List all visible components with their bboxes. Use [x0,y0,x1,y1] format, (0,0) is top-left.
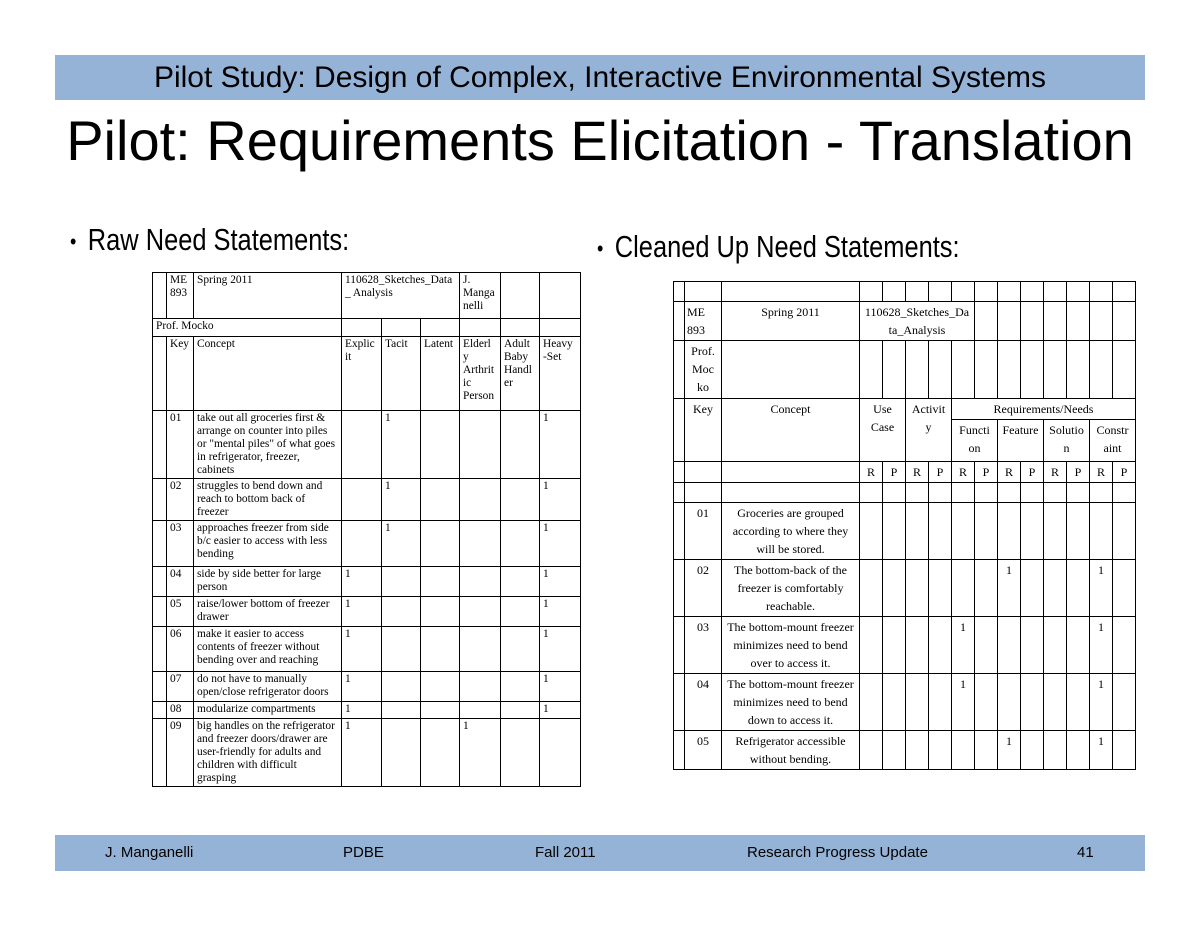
rp-header-row: R P R P R P R P R P R P [674,462,1136,483]
footer-author: J. Manganelli [105,844,194,861]
slide-title: Pilot: Requirements Elicitation - Translation [66,109,1134,172]
table-row: 01 Groceries are grouped according to where they will be stored. [674,503,1136,560]
table-row: 03 The bottom-mount freezer minimizes need to bend over to access it. 1 1 [674,617,1136,674]
course-cell: ME 893 [167,273,194,319]
header-key: Key [685,399,722,462]
prof-cell: Prof. Mocko [153,319,342,337]
table-row: 01 take out all groceries first & arrange on counter into piles or "mental piles" of what goes in refrigerator, freezer, cabinets 1 1 [153,411,581,479]
table-row: 02 The bottom-back of the freezer is comfortably reachable. 1 1 [674,560,1136,617]
header-heavy-set: Heavy -Set [540,337,581,411]
semester-cell: Spring 2011 [194,273,342,319]
table-row: 05 Refrigerator accessible without bending. 1 1 [674,731,1136,770]
table-row: 03 approaches freezer from side b/c easier to access with less bending 1 1 [153,521,581,567]
header-key: Key [167,337,194,411]
table-row: 05 raise/lower bottom of freezer drawer 1 1 [153,597,581,627]
header-constraint: Constr aint [1090,420,1136,462]
footer-page-number: 41 [1077,844,1094,861]
author-cell: J. Manga nelli [460,273,501,319]
table-row: 02 struggles to bend down and reach to bottom back of freezer 1 1 [153,479,581,521]
cleaned-needs-heading: • Cleaned Up Need Statements: [597,229,960,264]
cleaned-needs-table [673,281,1136,770]
table-row: 08 modularize compartments 1 1 [153,702,581,719]
slide-footer [55,835,1145,871]
header-elderly: Elderl y Arthrit ic Person [460,337,501,411]
header-tacit: Tacit [382,337,421,411]
header-requirements-needs: Requirements/Needs [952,399,1136,420]
footer-topic: Research Progress Update [747,844,928,861]
table-row: 09 big handles on the refrigerator and freezer doors/drawer are user-friendly for adults and children with difficult grasping 1 1 [153,719,581,787]
header-explicit: Explic it [342,337,382,411]
semester-cell: Spring 2011 [722,302,860,341]
table-row: 06 make it easier to access contents of freezer without bending over and reaching 1 1 [153,627,581,672]
bullet-icon: • [597,235,604,261]
header-solution: Solutio n [1044,420,1090,462]
table-row: 07 do not have to manually open/close refrigerator doors 1 1 [153,672,581,702]
header-concept: Concept [194,337,342,411]
table-row: 04 side by side better for large person 1 1 [153,567,581,597]
header-use-case: Use Case [860,399,906,462]
file-cell: 110628_Sketches_Da ta_Analysis [860,302,975,341]
slide-banner: Pilot Study: Design of Complex, Interactive Environmental Systems [55,55,1145,100]
prof-cell: Prof. Moc ko [685,341,722,399]
course-cell: ME 893 [685,302,722,341]
raw-needs-table [152,272,581,787]
raw-needs-heading: • Raw Need Statements: [70,222,350,257]
footer-term: Fall 2011 [535,844,596,861]
header-feature: Feature [998,420,1044,462]
table-row: 04 The bottom-mount freezer minimizes need to bend down to access it. 1 1 [674,674,1136,731]
footer-program: PDBE [343,844,384,861]
bullet-icon: • [70,228,77,254]
header-concept: Concept [722,399,860,462]
header-adult-baby-handler: Adult Baby Handl er [501,337,540,411]
header-latent: Latent [421,337,460,411]
header-function: Functi on [952,420,998,462]
header-activity: Activit y [906,399,952,462]
file-cell: 110628_Sketches_Data_ Analysis [342,273,460,319]
